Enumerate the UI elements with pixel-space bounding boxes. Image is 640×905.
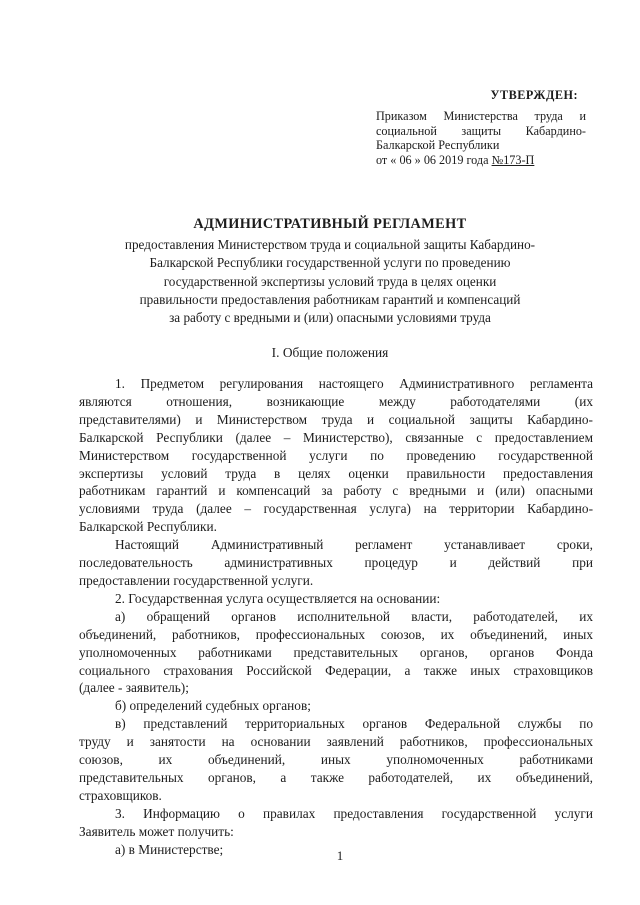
body-line: 1. Предметом регулирования настоящего Административного регламента — [115, 376, 593, 391]
document-title: АДМИНИСТРАТИВНЫЙ РЕГЛАМЕНТ — [193, 216, 467, 232]
body-line: а) в Министерстве; — [115, 841, 224, 857]
document-subtitle — [90, 236, 570, 327]
body-line: союзов, их объединений, иных уполномоченных работниками — [79, 752, 593, 768]
body-line: предоставлении государственной услуги. — [79, 572, 314, 588]
body-line: Балкарской Республики. — [79, 519, 217, 535]
body-line: объединений, работников, профессиональных союзов, их объединений, иных — [79, 626, 593, 642]
body-line: 2. Государственная услуга осуществляется на основании: — [115, 590, 441, 606]
body-line: Балкарской Республики (далее – Министерство), связанные с предоставлением — [79, 429, 593, 445]
subtitle-line: государственной экспертизы условий труда в целях оценки — [163, 273, 497, 289]
page-number: 1 — [336, 848, 344, 863]
approval-line: социальной защиты Кабардино- — [376, 123, 586, 138]
approval-line: Балкарской Республики — [376, 138, 500, 153]
approval-block — [376, 88, 586, 167]
body-line: условиями труда (далее – государственная услуга) на территории Кабардино- — [79, 501, 593, 517]
approval-heading: УТВЕРЖДЕН: — [490, 88, 578, 102]
body-line: Министерством государственной услуги по проведению государственной — [79, 447, 593, 463]
body-line: экспертизы условий труда в целях оценки правильности предоставления — [79, 465, 593, 481]
body-line: (далее - заявитель); — [79, 680, 189, 696]
approval-date-line — [376, 153, 586, 167]
body-line: Заявитель может получить: — [79, 823, 234, 839]
body-line: труду и занятости на основании заявлений работников, профессиональных — [79, 734, 593, 750]
document-body — [79, 375, 593, 858]
subtitle-line: предоставления Министерством труда и социальной защиты Кабардино- — [124, 237, 536, 252]
body-line: социального страхования Российской Федерации, а также иных страховщиков — [79, 662, 593, 678]
body-line: представительных органов, а также работодателей, их объединений, — [79, 769, 593, 785]
approval-line: Приказом Министерства труда и — [376, 109, 586, 124]
body-line: уполномоченных работниками представительных органов, органов Фонда — [79, 644, 593, 660]
body-line: последовательность административных процедур и действий при — [79, 555, 593, 571]
subtitle-line: за работу с вредными и (или) опасными условиями труда — [169, 310, 491, 326]
body-line: представителями) и Министерством труда и социальной защиты Кабардино- — [79, 411, 593, 427]
section-heading: I. Общие положения — [271, 345, 389, 360]
body-line: Настоящий Административный регламент устанавливает сроки, — [115, 537, 593, 553]
subtitle-line: правильности предоставления работникам гарантий и компенсаций — [139, 291, 521, 307]
body-line: б) определений судебных органов; — [115, 698, 311, 714]
body-line: работникам гарантий и компенсаций за работу с вредными и (или) опасными — [79, 483, 593, 499]
subtitle-line: Балкарской Республики государственной услуги по проведению — [149, 255, 511, 271]
body-line: 3. Информацию о правилах предоставления государственной услуги — [115, 805, 593, 821]
approval-date: от « 06 » 06 2019 года — [376, 152, 492, 167]
body-line: являются отношения, возникающие между работодателями (их — [79, 393, 593, 409]
order-number: №173-П — [491, 152, 535, 167]
body-line: страховщиков. — [79, 787, 162, 803]
body-line: а) обращений органов исполнительной власти, работодателей, их — [115, 608, 593, 624]
body-line: в) представлений территориальных органов Федеральной службы по — [115, 716, 593, 732]
